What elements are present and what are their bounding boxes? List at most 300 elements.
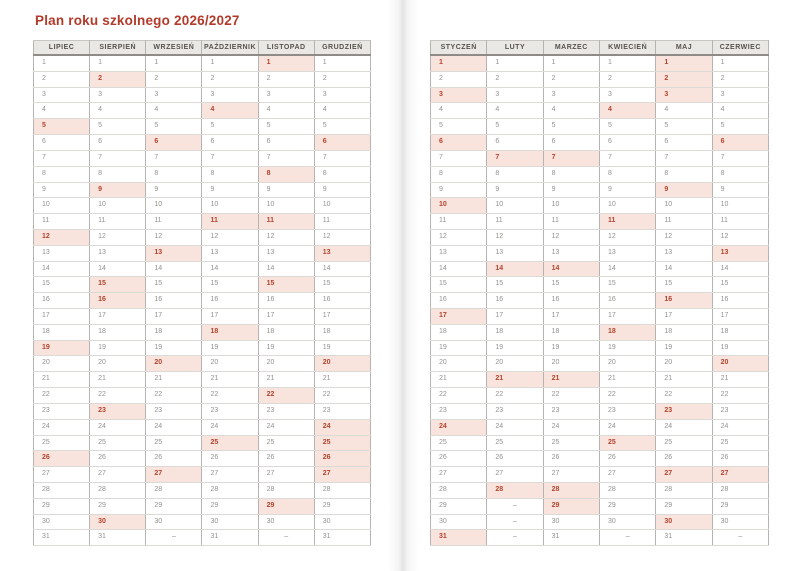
day-cell: 2 <box>656 71 712 87</box>
day-cell: 28 <box>314 482 370 498</box>
day-cell: 8 <box>599 166 655 182</box>
day-cell: 21 <box>487 372 543 388</box>
day-row <box>431 419 769 435</box>
day-cell: 27 <box>90 467 146 483</box>
day-cell: 10 <box>487 198 543 214</box>
day-cell: 10 <box>202 198 258 214</box>
day-cell: 7 <box>487 150 543 166</box>
day-cell: 11 <box>431 214 487 230</box>
day-cell: 16 <box>146 293 202 309</box>
day-row <box>34 530 371 546</box>
day-row <box>431 150 769 166</box>
day-cell: 26 <box>712 451 768 467</box>
day-cell: 27 <box>146 467 202 483</box>
day-cell: 19 <box>656 340 712 356</box>
day-cell: 12 <box>90 229 146 245</box>
day-row <box>431 245 769 261</box>
day-cell: 6 <box>599 135 655 151</box>
day-cell: 16 <box>487 293 543 309</box>
day-row <box>34 403 371 419</box>
day-row <box>34 451 371 467</box>
day-cell: 26 <box>34 451 90 467</box>
day-row <box>34 514 371 530</box>
day-row <box>34 103 371 119</box>
day-cell: 23 <box>599 403 655 419</box>
day-cell: 30 <box>599 514 655 530</box>
day-cell: 12 <box>258 229 314 245</box>
day-row <box>34 277 371 293</box>
day-cell: 3 <box>34 87 90 103</box>
day-row <box>34 482 371 498</box>
day-cell: 9 <box>543 182 599 198</box>
day-cell: 24 <box>487 419 543 435</box>
day-cell: 14 <box>90 261 146 277</box>
day-cell: 8 <box>543 166 599 182</box>
day-cell: 28 <box>258 482 314 498</box>
day-cell: 14 <box>314 261 370 277</box>
day-row <box>34 356 371 372</box>
day-cell: 30 <box>656 514 712 530</box>
month-header-row <box>34 41 371 56</box>
day-cell: 29 <box>656 498 712 514</box>
calendar-table-right <box>430 40 769 546</box>
day-cell: 8 <box>258 166 314 182</box>
day-cell: 4 <box>543 103 599 119</box>
day-cell: 25 <box>712 435 768 451</box>
day-row <box>431 293 769 309</box>
day-cell: 27 <box>656 467 712 483</box>
day-cell: 27 <box>431 467 487 483</box>
day-row <box>34 388 371 404</box>
day-cell: 13 <box>258 245 314 261</box>
month-header: STYCZEŃ <box>431 41 487 56</box>
day-cell: 17 <box>146 309 202 325</box>
day-cell: 13 <box>712 245 768 261</box>
day-row <box>34 245 371 261</box>
day-cell: 7 <box>712 150 768 166</box>
day-cell: 15 <box>90 277 146 293</box>
day-cell: 1 <box>712 55 768 71</box>
day-cell: 19 <box>487 340 543 356</box>
day-cell: 18 <box>543 324 599 340</box>
day-cell: 16 <box>599 293 655 309</box>
day-cell: 9 <box>146 182 202 198</box>
day-cell: 12 <box>314 229 370 245</box>
month-header: WRZESIEŃ <box>146 41 202 56</box>
day-cell: 29 <box>34 498 90 514</box>
day-row <box>431 135 769 151</box>
day-cell: 13 <box>487 245 543 261</box>
day-cell: 5 <box>487 119 543 135</box>
day-cell: 30 <box>314 514 370 530</box>
day-row <box>34 198 371 214</box>
day-cell: 3 <box>656 87 712 103</box>
empty-day-cell: – <box>258 530 314 546</box>
day-cell: 29 <box>599 498 655 514</box>
month-header: MARZEC <box>543 41 599 56</box>
day-cell: 10 <box>314 198 370 214</box>
day-cell: 30 <box>431 514 487 530</box>
day-cell: 23 <box>34 403 90 419</box>
day-cell: 10 <box>543 198 599 214</box>
day-cell: 2 <box>487 71 543 87</box>
day-cell: 16 <box>314 293 370 309</box>
day-cell: 5 <box>146 119 202 135</box>
day-cell: 25 <box>599 435 655 451</box>
day-row <box>34 309 371 325</box>
day-cell: 3 <box>146 87 202 103</box>
month-header: PAŹDZIERNIK <box>202 41 258 56</box>
day-cell: 9 <box>90 182 146 198</box>
month-header: SIERPIEŃ <box>90 41 146 56</box>
day-grid <box>34 55 371 546</box>
day-cell: 7 <box>431 150 487 166</box>
day-cell: 28 <box>90 482 146 498</box>
day-cell: 31 <box>90 530 146 546</box>
day-row <box>34 419 371 435</box>
page-gutter-shadow <box>388 0 418 571</box>
day-cell: 22 <box>314 388 370 404</box>
day-cell: 4 <box>258 103 314 119</box>
day-cell: 11 <box>146 214 202 230</box>
day-cell: 16 <box>90 293 146 309</box>
day-cell: 3 <box>712 87 768 103</box>
day-cell: 15 <box>712 277 768 293</box>
day-row <box>34 214 371 230</box>
day-cell: 5 <box>90 119 146 135</box>
day-cell: 14 <box>34 261 90 277</box>
day-cell: 9 <box>599 182 655 198</box>
day-row <box>431 55 769 71</box>
day-cell: 17 <box>258 309 314 325</box>
day-cell: 11 <box>712 214 768 230</box>
day-cell: 22 <box>34 388 90 404</box>
day-cell: 3 <box>543 87 599 103</box>
day-cell: 21 <box>543 372 599 388</box>
day-cell: 17 <box>34 309 90 325</box>
day-cell: 2 <box>543 71 599 87</box>
day-cell: 12 <box>487 229 543 245</box>
day-cell: 5 <box>712 119 768 135</box>
day-cell: 21 <box>34 372 90 388</box>
day-cell: 21 <box>656 372 712 388</box>
day-cell: 15 <box>487 277 543 293</box>
day-cell: 4 <box>712 103 768 119</box>
day-cell: 12 <box>146 229 202 245</box>
day-row <box>34 135 371 151</box>
day-cell: 12 <box>543 229 599 245</box>
day-cell: 16 <box>712 293 768 309</box>
day-cell: 18 <box>146 324 202 340</box>
day-row <box>431 119 769 135</box>
day-cell: 3 <box>599 87 655 103</box>
day-cell: 9 <box>258 182 314 198</box>
day-grid <box>431 55 769 546</box>
day-cell: 5 <box>34 119 90 135</box>
day-row <box>34 372 371 388</box>
day-cell: 22 <box>258 388 314 404</box>
day-cell: 14 <box>712 261 768 277</box>
day-cell: 8 <box>202 166 258 182</box>
day-cell: 6 <box>90 135 146 151</box>
day-cell: 2 <box>202 71 258 87</box>
day-cell: 2 <box>258 71 314 87</box>
day-cell: 21 <box>202 372 258 388</box>
day-row <box>431 372 769 388</box>
day-row <box>34 150 371 166</box>
day-cell: 25 <box>487 435 543 451</box>
day-cell: 25 <box>258 435 314 451</box>
day-cell: 16 <box>258 293 314 309</box>
day-cell: 4 <box>599 103 655 119</box>
day-cell: 16 <box>543 293 599 309</box>
day-cell: 1 <box>202 55 258 71</box>
day-row <box>34 55 371 71</box>
day-row <box>431 530 769 546</box>
day-row <box>34 261 371 277</box>
day-cell: 8 <box>90 166 146 182</box>
month-header-row <box>431 41 769 56</box>
day-cell: 24 <box>543 419 599 435</box>
day-cell: 16 <box>34 293 90 309</box>
day-cell: 25 <box>543 435 599 451</box>
day-cell: 11 <box>599 214 655 230</box>
day-cell: 6 <box>656 135 712 151</box>
day-cell: 17 <box>202 309 258 325</box>
day-cell: 8 <box>656 166 712 182</box>
empty-day-cell: – <box>487 514 543 530</box>
day-cell: 10 <box>599 198 655 214</box>
day-cell: 5 <box>656 119 712 135</box>
day-cell: 6 <box>712 135 768 151</box>
day-cell: 23 <box>543 403 599 419</box>
day-cell: 10 <box>431 198 487 214</box>
day-cell: 22 <box>712 388 768 404</box>
day-cell: 25 <box>34 435 90 451</box>
day-cell: 23 <box>712 403 768 419</box>
day-row <box>34 435 371 451</box>
day-row <box>34 498 371 514</box>
day-cell: 20 <box>34 356 90 372</box>
day-cell: 19 <box>431 340 487 356</box>
day-row <box>34 119 371 135</box>
day-cell: 31 <box>543 530 599 546</box>
day-cell: 28 <box>146 482 202 498</box>
day-cell: 12 <box>202 229 258 245</box>
day-cell: 18 <box>431 324 487 340</box>
day-cell: 8 <box>712 166 768 182</box>
day-cell: 14 <box>656 261 712 277</box>
day-cell: 22 <box>487 388 543 404</box>
day-row <box>34 324 371 340</box>
day-cell: 20 <box>656 356 712 372</box>
day-row <box>34 87 371 103</box>
day-cell: 15 <box>146 277 202 293</box>
day-cell: 16 <box>202 293 258 309</box>
day-cell: 25 <box>314 435 370 451</box>
day-cell: 23 <box>258 403 314 419</box>
day-row <box>431 388 769 404</box>
day-cell: 13 <box>656 245 712 261</box>
empty-day-cell: – <box>487 498 543 514</box>
day-row <box>34 229 371 245</box>
day-cell: 6 <box>487 135 543 151</box>
empty-day-cell: – <box>599 530 655 546</box>
day-cell: 21 <box>314 372 370 388</box>
month-header: LIPIEC <box>34 41 90 56</box>
day-cell: 7 <box>146 150 202 166</box>
day-cell: 13 <box>599 245 655 261</box>
day-cell: 30 <box>34 514 90 530</box>
day-cell: 10 <box>258 198 314 214</box>
day-cell: 22 <box>599 388 655 404</box>
day-cell: 17 <box>656 309 712 325</box>
day-row <box>431 229 769 245</box>
day-cell: 3 <box>258 87 314 103</box>
day-cell: 27 <box>258 467 314 483</box>
day-cell: 27 <box>34 467 90 483</box>
day-cell: 4 <box>146 103 202 119</box>
day-cell: 8 <box>431 166 487 182</box>
day-cell: 1 <box>90 55 146 71</box>
day-cell: 20 <box>487 356 543 372</box>
day-cell: 18 <box>656 324 712 340</box>
day-cell: 22 <box>202 388 258 404</box>
day-cell: 15 <box>431 277 487 293</box>
day-cell: 6 <box>146 135 202 151</box>
day-cell: 24 <box>34 419 90 435</box>
day-cell: 7 <box>543 150 599 166</box>
day-cell: 8 <box>146 166 202 182</box>
day-cell: 13 <box>543 245 599 261</box>
day-cell: 23 <box>656 403 712 419</box>
day-cell: 31 <box>656 530 712 546</box>
day-cell: 7 <box>599 150 655 166</box>
day-cell: 24 <box>146 419 202 435</box>
day-cell: 30 <box>146 514 202 530</box>
day-cell: 12 <box>656 229 712 245</box>
day-cell: 20 <box>90 356 146 372</box>
day-cell: 25 <box>431 435 487 451</box>
day-cell: 21 <box>146 372 202 388</box>
day-cell: 5 <box>202 119 258 135</box>
day-cell: 26 <box>202 451 258 467</box>
day-cell: 20 <box>599 356 655 372</box>
day-row <box>431 356 769 372</box>
day-cell: 24 <box>656 419 712 435</box>
day-cell: 16 <box>656 293 712 309</box>
day-cell: 11 <box>314 214 370 230</box>
day-row <box>431 340 769 356</box>
day-cell: 19 <box>90 340 146 356</box>
day-cell: 31 <box>202 530 258 546</box>
day-cell: 22 <box>656 388 712 404</box>
day-cell: 23 <box>314 403 370 419</box>
empty-day-cell: – <box>487 530 543 546</box>
day-cell: 17 <box>712 309 768 325</box>
day-cell: 31 <box>431 530 487 546</box>
day-cell: 12 <box>34 229 90 245</box>
day-cell: 6 <box>543 135 599 151</box>
day-cell: 11 <box>258 214 314 230</box>
day-cell: 29 <box>202 498 258 514</box>
day-cell: 19 <box>314 340 370 356</box>
day-cell: 27 <box>543 467 599 483</box>
day-cell: 11 <box>202 214 258 230</box>
day-cell: 9 <box>712 182 768 198</box>
day-cell: 20 <box>314 356 370 372</box>
day-cell: 23 <box>487 403 543 419</box>
day-cell: 29 <box>314 498 370 514</box>
day-cell: 30 <box>712 514 768 530</box>
day-cell: 1 <box>258 55 314 71</box>
month-header: GRUDZIEŃ <box>314 41 370 56</box>
day-cell: 17 <box>90 309 146 325</box>
day-cell: 19 <box>202 340 258 356</box>
day-cell: 3 <box>90 87 146 103</box>
day-cell: 9 <box>34 182 90 198</box>
day-cell: 24 <box>599 419 655 435</box>
day-row <box>431 71 769 87</box>
day-cell: 4 <box>487 103 543 119</box>
day-cell: 13 <box>90 245 146 261</box>
day-cell: 5 <box>543 119 599 135</box>
day-cell: 4 <box>431 103 487 119</box>
day-cell: 17 <box>431 309 487 325</box>
day-cell: 19 <box>543 340 599 356</box>
empty-day-cell: – <box>712 530 768 546</box>
day-cell: 26 <box>599 451 655 467</box>
day-cell: 20 <box>712 356 768 372</box>
day-cell: 24 <box>258 419 314 435</box>
month-header: MAJ <box>656 41 712 56</box>
day-cell: 19 <box>712 340 768 356</box>
day-cell: 28 <box>487 482 543 498</box>
day-cell: 6 <box>314 135 370 151</box>
day-cell: 28 <box>712 482 768 498</box>
day-cell: 24 <box>314 419 370 435</box>
day-cell: 9 <box>202 182 258 198</box>
day-cell: 25 <box>202 435 258 451</box>
day-cell: 19 <box>258 340 314 356</box>
day-cell: 22 <box>146 388 202 404</box>
day-cell: 18 <box>90 324 146 340</box>
day-cell: 13 <box>314 245 370 261</box>
day-cell: 20 <box>258 356 314 372</box>
day-cell: 12 <box>431 229 487 245</box>
day-row <box>431 214 769 230</box>
empty-day-cell: – <box>146 530 202 546</box>
day-row <box>431 87 769 103</box>
day-cell: 29 <box>712 498 768 514</box>
day-cell: 2 <box>90 71 146 87</box>
day-cell: 31 <box>314 530 370 546</box>
day-cell: 28 <box>656 482 712 498</box>
day-row <box>34 71 371 87</box>
day-cell: 11 <box>34 214 90 230</box>
day-row <box>431 403 769 419</box>
day-cell: 30 <box>258 514 314 530</box>
day-row <box>431 498 769 514</box>
day-cell: 8 <box>487 166 543 182</box>
day-cell: 23 <box>90 403 146 419</box>
day-cell: 2 <box>34 71 90 87</box>
day-row <box>34 166 371 182</box>
day-cell: 13 <box>202 245 258 261</box>
day-cell: 7 <box>314 150 370 166</box>
day-row <box>431 451 769 467</box>
day-cell: 30 <box>90 514 146 530</box>
